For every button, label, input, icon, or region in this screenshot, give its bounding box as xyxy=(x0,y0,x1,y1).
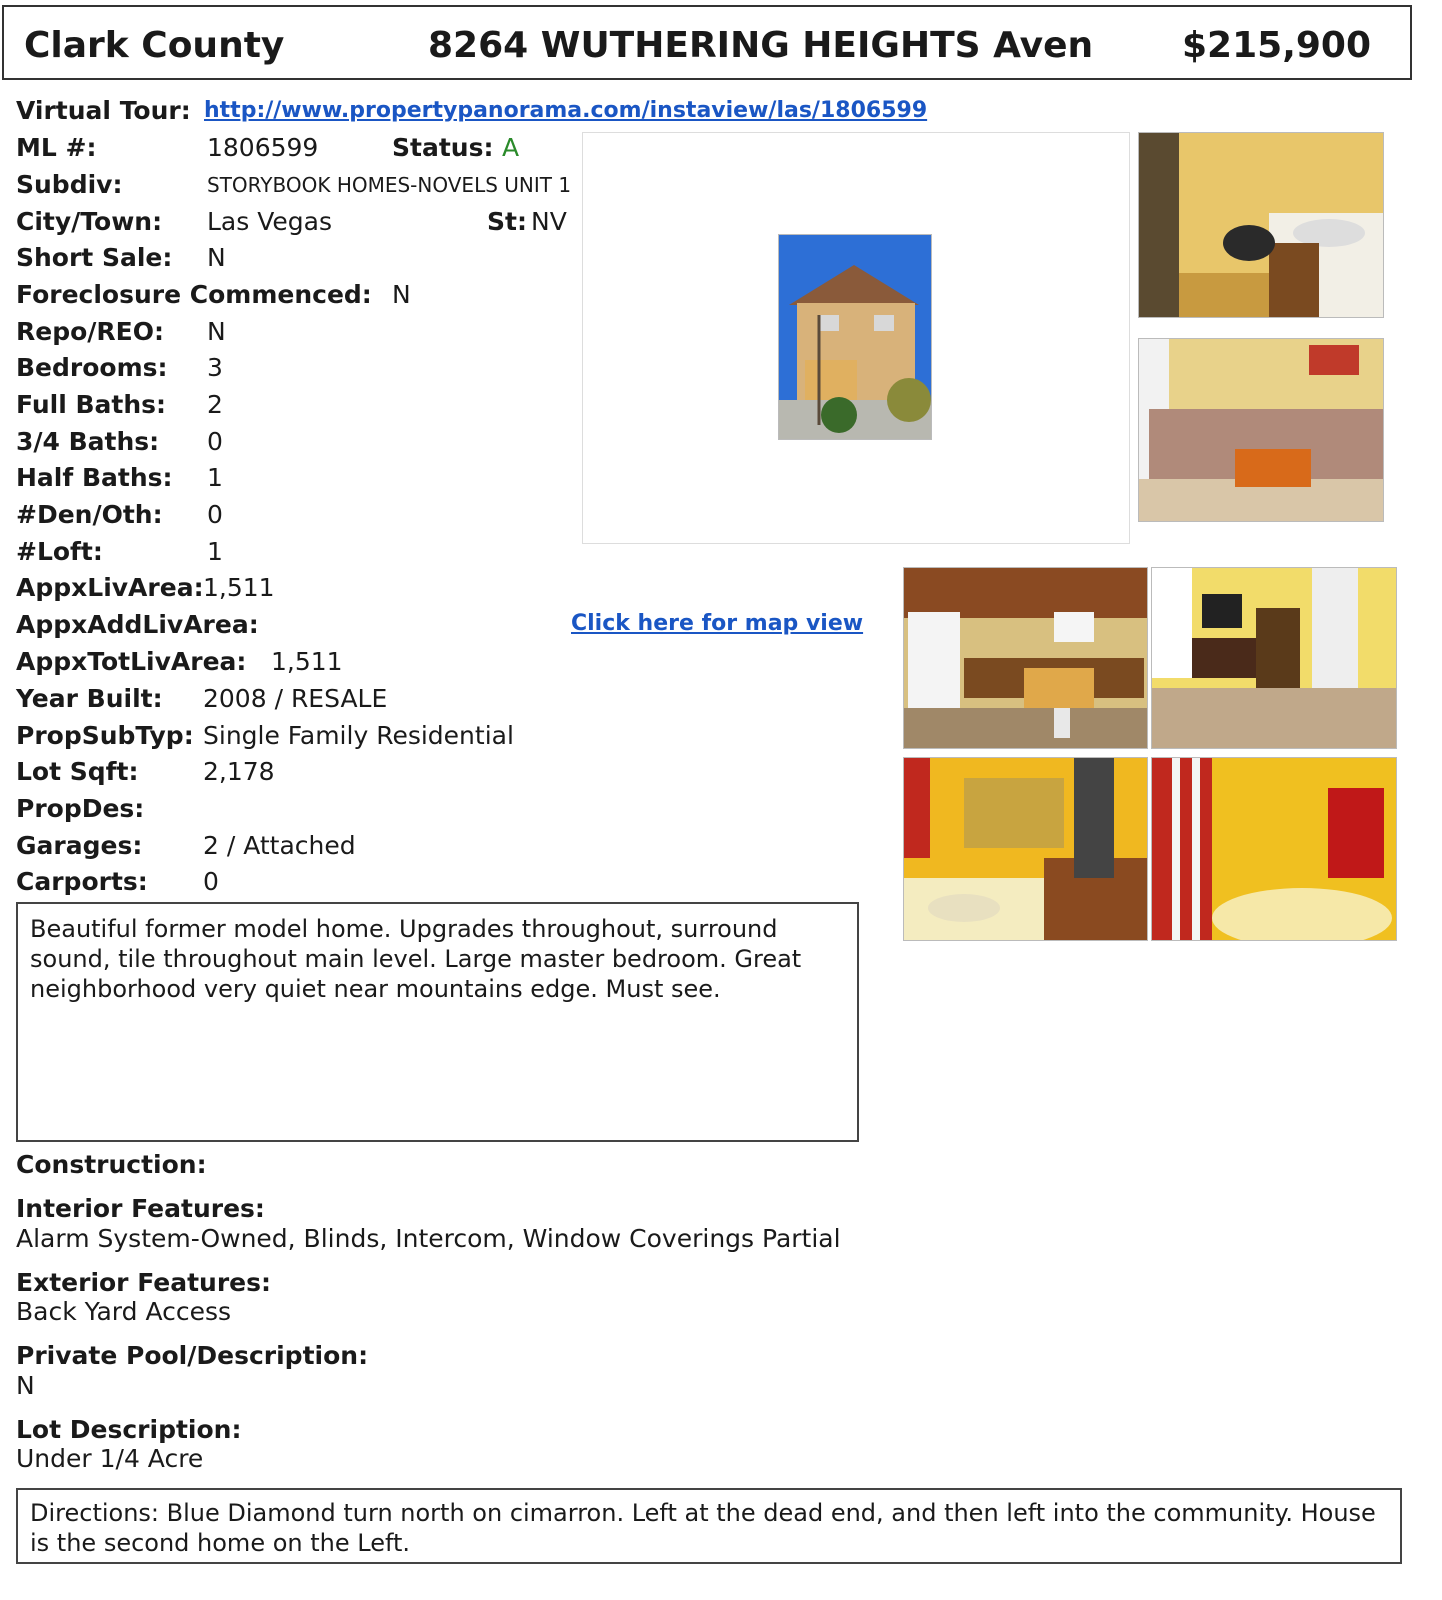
state-value: NV xyxy=(531,207,567,236)
full-baths-value: 2 xyxy=(207,390,223,419)
year-built-label: Year Built: xyxy=(16,684,163,713)
subdiv-value: STORYBOOK HOMES-NOVELS UNIT 1 xyxy=(207,173,572,197)
kitchen-cab-fill xyxy=(904,568,1148,618)
three-quarter-baths-value: 0 xyxy=(207,427,223,456)
half-baths-label: Half Baths: xyxy=(16,463,173,492)
short-sale-label: Short Sale: xyxy=(16,243,173,272)
garages-label: Garages: xyxy=(16,831,143,860)
main-photo-frame xyxy=(582,132,1130,544)
prop-des-label: PropDes: xyxy=(16,794,145,823)
subdiv-label: Subdiv: xyxy=(16,170,123,199)
lot-sqft-value: 2,178 xyxy=(203,757,275,786)
den-label: #Den/Oth: xyxy=(16,500,163,529)
exterior-features-label: Exterior Features: xyxy=(16,1268,272,1297)
directions: Directions: Blue Diamond turn north on cimarron. Left at the dead end, and then left into the community. House is the second home on the Left. xyxy=(16,1488,1402,1564)
add-liv-area-label: AppxAddLivArea: xyxy=(16,610,259,639)
thumbnail-tub[interactable] xyxy=(1151,757,1397,941)
repo-label: Repo/REO: xyxy=(16,317,164,346)
listing-price: $215,900 xyxy=(1182,25,1372,66)
interior-features-value: Alarm System-Owned, Blinds, Intercom, Window Coverings Partial xyxy=(16,1224,841,1253)
loft-label: #Loft: xyxy=(16,537,103,566)
thumbnail-master-bath[interactable] xyxy=(903,757,1148,941)
city-label: City/Town: xyxy=(16,207,163,236)
prop-sub-typ-label: PropSubTyp: xyxy=(16,721,194,750)
den-value: 0 xyxy=(207,500,223,529)
status-value: A xyxy=(502,133,520,162)
year-built-value: 2008 / RESALE xyxy=(203,684,388,713)
status-label: Status: xyxy=(392,133,494,162)
three-quarter-baths-label: 3/4 Baths: xyxy=(16,427,160,456)
tot-liv-area-label: AppxTotLivArea: xyxy=(16,647,247,676)
thumbnail-living-room[interactable] xyxy=(1138,338,1384,522)
liv-area-label: AppxLivArea: xyxy=(16,573,204,602)
thumbnail-kitchen[interactable] xyxy=(903,567,1148,749)
repo-value: N xyxy=(207,317,226,346)
tot-liv-area-value: 1,511 xyxy=(271,647,343,676)
interior-features-label: Interior Features: xyxy=(16,1194,265,1223)
thumbnail-bathroom[interactable] xyxy=(1138,132,1384,318)
bedrooms-label: Bedrooms: xyxy=(16,353,168,382)
loft-value: 1 xyxy=(207,537,223,566)
property-address: 8264 WUTHERING HEIGHTS Aven xyxy=(428,25,1094,66)
liv-area-value: 1,511 xyxy=(203,573,275,602)
lot-description-label: Lot Description: xyxy=(16,1415,242,1444)
construction-label: Construction: xyxy=(16,1150,207,1179)
lot-sqft-label: Lot Sqft: xyxy=(16,757,139,786)
city-value: Las Vegas xyxy=(207,207,332,236)
curtain-fill-right xyxy=(1152,758,1212,941)
ml-value: 1806599 xyxy=(207,133,319,162)
half-baths-value: 1 xyxy=(207,463,223,492)
county-name: Clark County xyxy=(24,25,285,66)
carports-value: 0 xyxy=(203,867,219,896)
map-view-link[interactable]: Click here for map view xyxy=(571,611,864,636)
pool-value: N xyxy=(16,1371,35,1400)
ml-label: ML #: xyxy=(16,133,97,162)
short-sale-value: N xyxy=(207,243,226,272)
bedrooms-value: 3 xyxy=(207,353,223,382)
full-baths-label: Full Baths: xyxy=(16,390,167,419)
lot-description-value: Under 1/4 Acre xyxy=(16,1444,204,1473)
foreclosure-value: N xyxy=(392,280,411,309)
main-house-photo[interactable] xyxy=(778,234,932,440)
state-label: St: xyxy=(487,207,527,236)
carports-label: Carports: xyxy=(16,867,148,896)
garages-value: 2 / Attached xyxy=(203,831,356,860)
virtual-tour-label: Virtual Tour: xyxy=(16,96,191,125)
pool-label: Private Pool/Description: xyxy=(16,1341,369,1370)
prop-sub-typ-value: Single Family Residential xyxy=(203,721,514,750)
foreclosure-label: Foreclosure Commenced: xyxy=(16,280,372,309)
exterior-features-value: Back Yard Access xyxy=(16,1297,232,1326)
public-remarks: Beautiful former model home. Upgrades throughout, surround sound, tile throughout main level. Large master bedroom. Great neighborhood very quiet near mountains edge. Must see. xyxy=(16,902,859,1142)
curtain-fill-left xyxy=(904,758,930,858)
listing-header xyxy=(2,5,1412,80)
virtual-tour-link[interactable]: http://www.propertypanorama.com/instaview/las/1806599 xyxy=(204,98,928,123)
thumbnail-dining[interactable] xyxy=(1151,567,1397,749)
fridge-fill xyxy=(908,612,960,718)
